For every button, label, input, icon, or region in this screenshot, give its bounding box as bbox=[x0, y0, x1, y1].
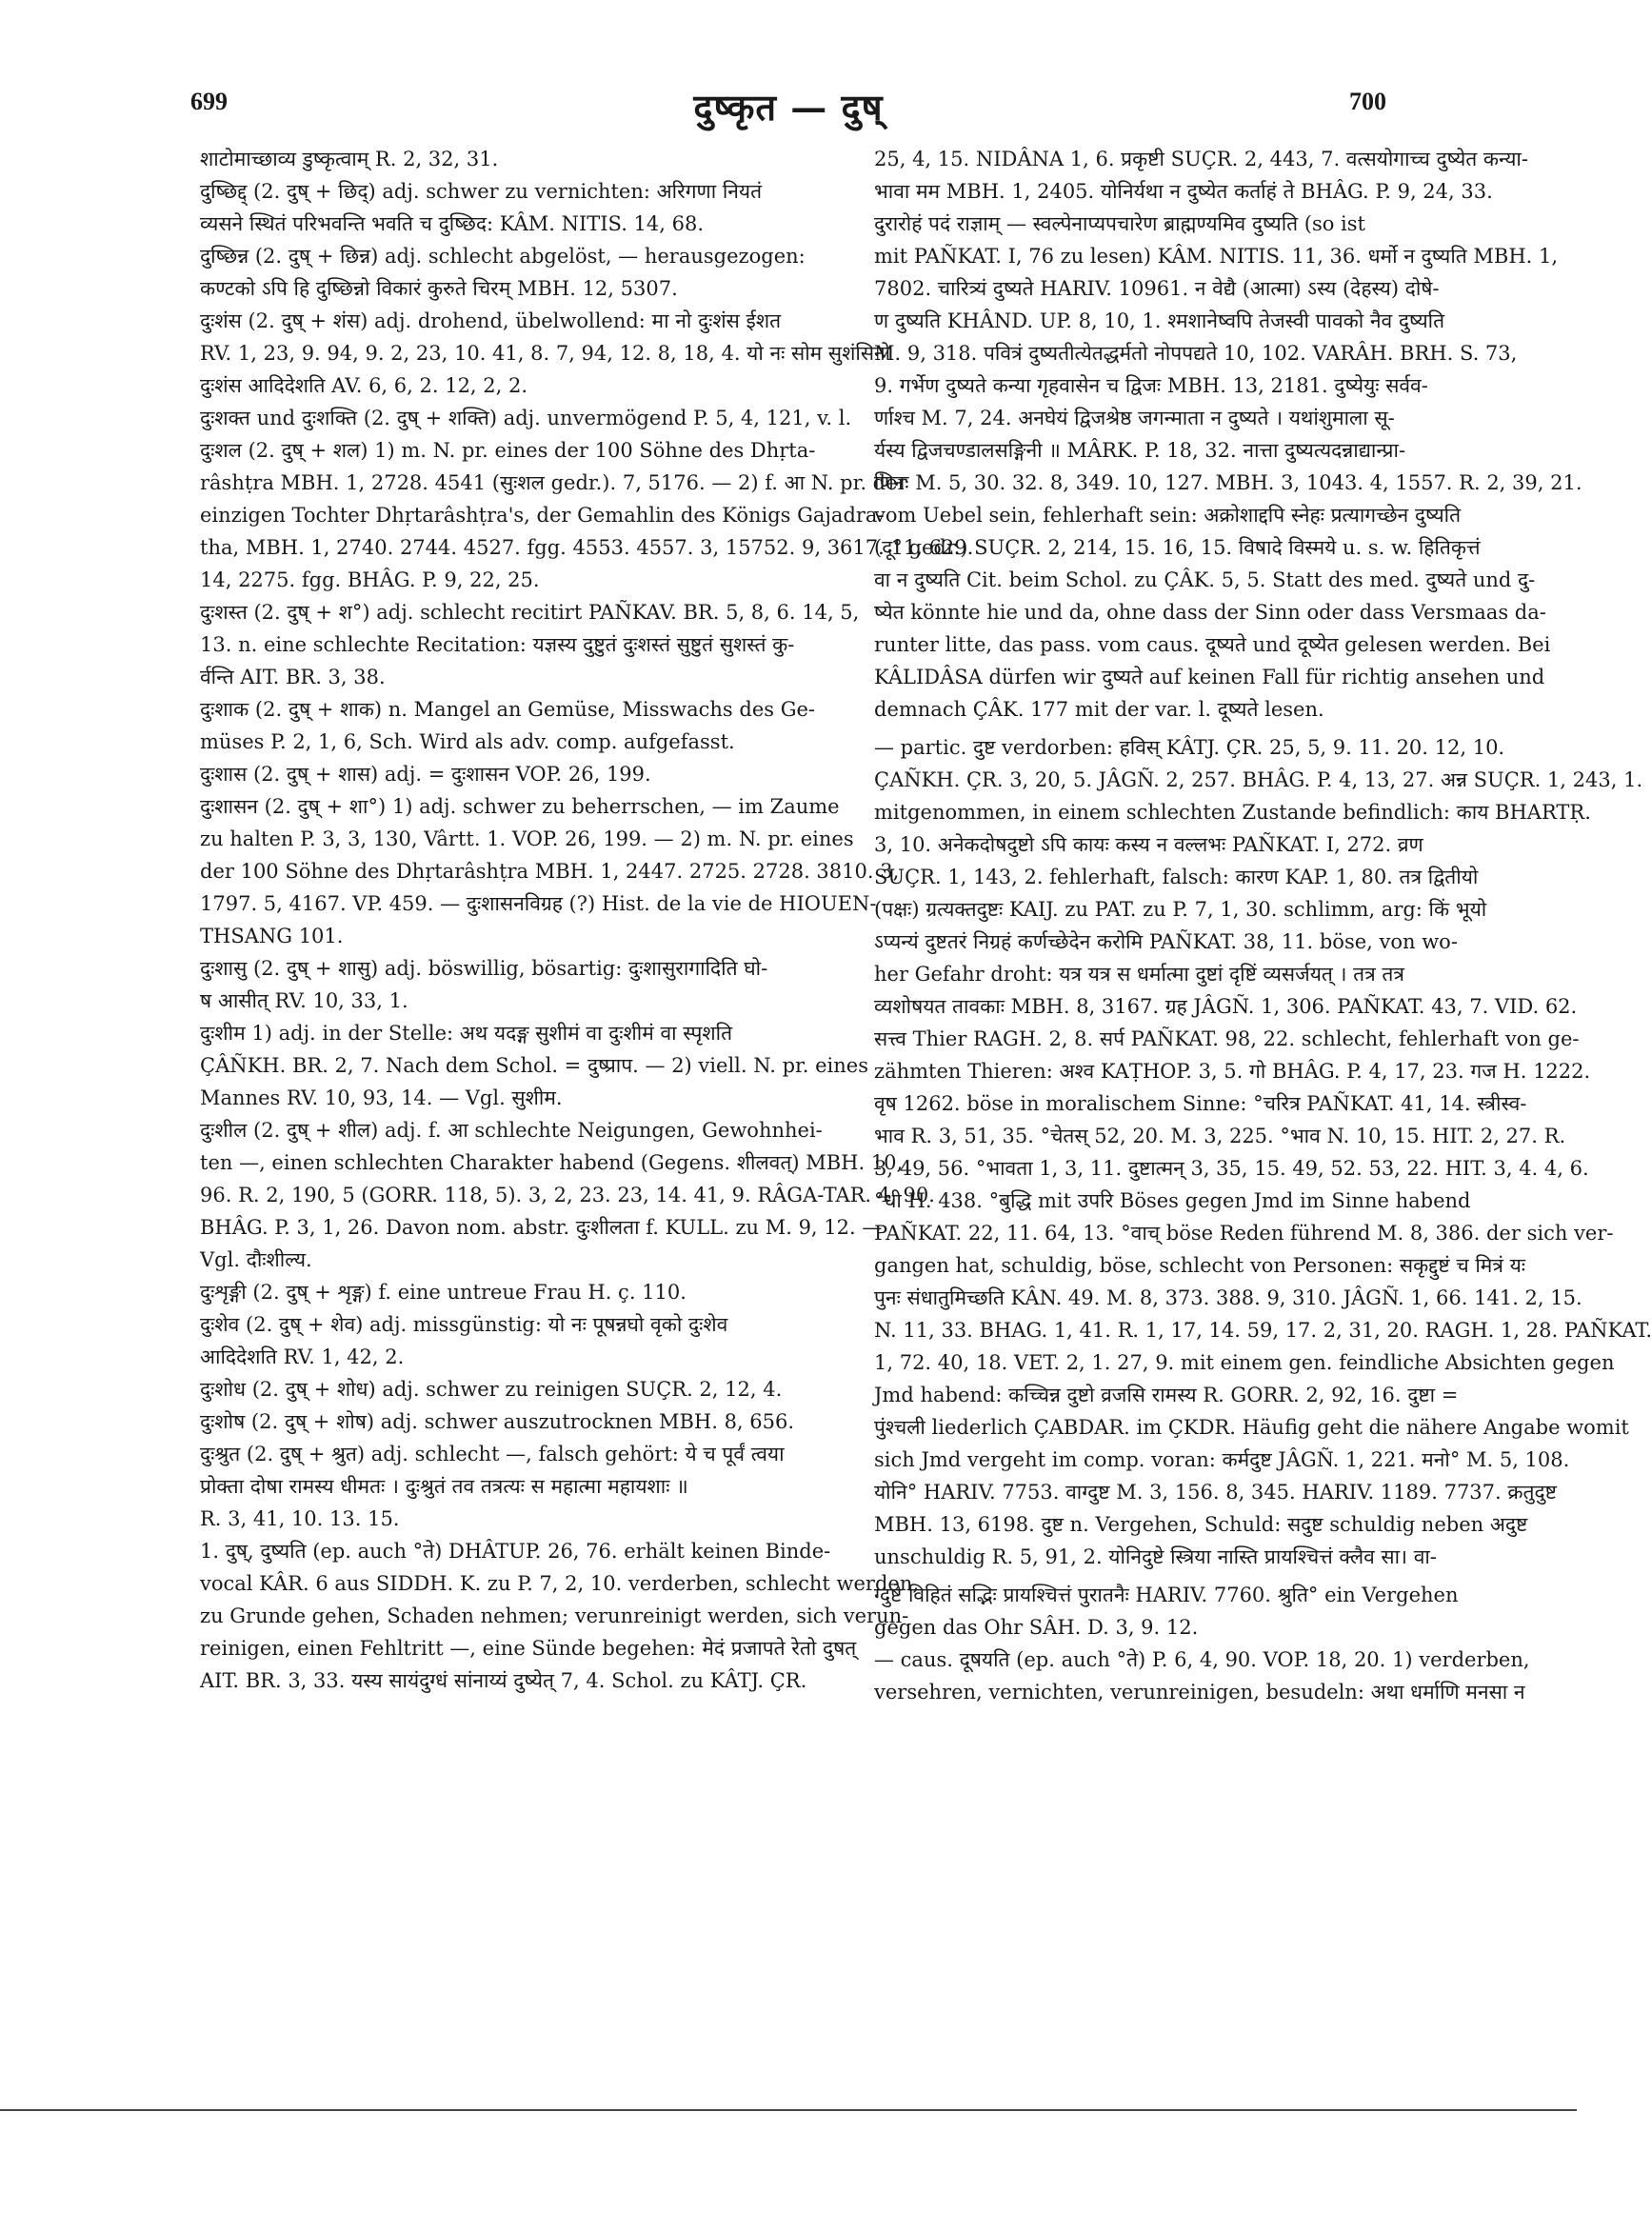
page-header bbox=[190, 88, 1386, 131]
text-line: दुःशल (2. दुष् + शल) 1) m. N. pr. eines der 100 Söhne des Dhṛta- bbox=[200, 439, 816, 462]
text-line: her Gefahr droht: यत्र यत्र स धर्मात्मा दुष्टां दृष्टिं व्यसर्जयत् । तत्र तत्र bbox=[874, 963, 1404, 986]
text-line: versehren, vernichten, verunreinigen, besudeln: अथा धर्माणि मनसा न bbox=[874, 1681, 1525, 1704]
text-line: वृष 1262. böse in moralischem Sinne: °चरित्र PAÑKAT. 41, 14. स्त्रीस्व- bbox=[874, 1092, 1527, 1115]
text-line: कण्टको ऽपि हि दुष्छिन्नो विकारं कुरुते चिरम् MBH. 12, 5307. bbox=[200, 277, 678, 300]
text-line: BHÂG. P. 3, 1, 26. Davon nom. abstr. दुःशीलता f. KULL. zu M. 9, 12. — bbox=[200, 1216, 883, 1239]
text-line: gegen das Ohr SÂH. D. 3, 9. 12. bbox=[874, 1616, 1199, 1639]
text-line: 3, 49, 56. °भावता 1, 3, 11. दुष्टात्मन् 3, 35, 15. 49, 52. 53, 22. HIT. 3, 4. 4, 6. bbox=[874, 1157, 1589, 1180]
right-column bbox=[874, 143, 1652, 1708]
text-line: दुःशंस (2. दुष् + शंस) adj. drohend, übelwollend: मा नो दुःशंस ईशत bbox=[200, 309, 782, 332]
text-line: र्णाश्च M. 7, 24. अनघेयं द्विजश्रेष्ठ जगन्माता न दुष्यते । यथांशुमाला सू- bbox=[874, 407, 1395, 429]
text-line: ten —, einen schlechten Charakter habend (Gegens. शीलवत्) MBH. 10, bbox=[200, 1151, 904, 1174]
text-line: zu Grunde gehen, Schaden nehmen; verunreinigt werden, sich verun- bbox=[200, 1604, 909, 1627]
text-line: demnach ÇÂK. 177 mit der var. l. दूष्यते lesen. bbox=[874, 698, 1324, 721]
text-line: दुष्छिन्न (2. दुष् + छिन्न) adj. schlecht abgelöst, — herausgezogen: bbox=[200, 245, 806, 268]
text-line: दुःशासु (2. दुष् + शासु) adj. böswillig, bösartig: दुःशासुरागादिति घो- bbox=[200, 957, 768, 980]
left-column bbox=[200, 143, 974, 1697]
text-line: वा न दुष्यति Cit. beim Schol. zu ÇÂK. 5, 5. Statt des med. दुष्यते und दु- bbox=[874, 568, 1536, 591]
text-line: 25, 4, 15. NIDÂNA 1, 6. प्रकृष्टी SUÇR. 2, 443, 7. वत्सयोगाच्च दुष्येत कन्या- bbox=[874, 148, 1528, 170]
text-line: 1. दुष्, दुष्यति (ep. auch °ते) DHÂTUP. 26, 76. erhält keinen Binde- bbox=[200, 1540, 831, 1563]
text-line: व्यसने स्थितं परिभवन्ति भवति च दुष्छिद: KÂM. NITIS. 14, 68. bbox=[200, 212, 705, 235]
text-line: दुःशोध (2. दुष् + शोध) adj. schwer zu reinigen SUÇR. 2, 12, 4. bbox=[200, 1378, 783, 1401]
text-line: आदिदेशति RV. 1, 42, 2. bbox=[200, 1345, 405, 1368]
text-line: sich Jmd vergeht im comp. voran: कर्मदुष्ट JÂGÑ. 1, 221. मनो° M. 5, 108. bbox=[874, 1448, 1570, 1471]
text-line: vocal KÂR. 6 aus SIDDH. K. zu P. 7, 2, 10. verderben, schlecht werden, bbox=[200, 1572, 920, 1595]
text-line: भाव R. 3, 51, 35. °चेतस् 52, 20. M. 3, 225. °भाव N. 10, 15. HIT. 2, 27. R. bbox=[874, 1125, 1566, 1147]
text-line: दुःशासन (2. दुष् + शा°) 1) adj. schwer zu beherrschen, — im Zaume bbox=[200, 795, 840, 818]
text-line: 1797. 5, 4167. VP. 459. — दुःशासनविग्रह (?) Hist. de la vie de HIOUEN- bbox=[200, 892, 877, 915]
text-line: पुंश्चली liederlich ÇABDAR. im ÇKDR. Häufig geht die nähere Angabe womit bbox=[874, 1416, 1629, 1439]
text-line: THSANG 101. bbox=[200, 925, 344, 947]
text-line: runter litte, das pass. vom caus. दूष्यते und दूष्येत gelesen werden. Bei bbox=[874, 633, 1551, 656]
text-line: °धी H. 438. °बुद्धि mit उपरि Böses gegen Jmd im Sinne habend bbox=[874, 1189, 1471, 1212]
text-line: reinigen, einen Fehltritt —, eine Sünde begehen: मेदं प्रजापते रेतो दुषत् bbox=[200, 1637, 857, 1660]
text-line: RV. 1, 23, 9. 94, 9. 2, 23, 10. 41, 8. 7, 94, 12. 8, 18, 4. यो नः सोम सुशंसिनो bbox=[200, 342, 891, 365]
text-line: zähmten Thieren: अश्व KAṬHOP. 3, 5. गो BHÂG. P. 4, 17, 23. गज H. 1222. bbox=[874, 1060, 1591, 1083]
text-line: दुःशास (2. दुष् + शास) adj. = दुःशासन VOP. 26, 199. bbox=[200, 763, 651, 786]
text-line: (पक्षः) ग्रत्यक्तदुष्टः KAIJ. zu PAT. zu P. 7, 1, 30. schlimm, arg: किं भूयो bbox=[874, 898, 1487, 921]
text-line: gangen hat, schuldig, böse, schlecht von Personen: सकृद्दुष्टं च मित्रं यः bbox=[874, 1254, 1526, 1277]
bottom-rule bbox=[0, 2109, 1577, 2111]
text-line: दुःशेव (2. दुष् + शेव) adj. missgünstig: यो नः पूषन्नघो वृको दुःशेव bbox=[200, 1313, 728, 1336]
text-line: KÂLIDÂSA dürfen wir दुष्यते auf keinen Fall für richtig ansehen und bbox=[874, 666, 1545, 688]
text-line: दुःशीम 1) adj. in der Stelle: अथ यदङ्ग सुशीमं वा दुःशीमं वा स्पृशति bbox=[200, 1022, 733, 1045]
text-line: णिनः M. 5, 30. 32. 8, 349. 10, 127. MBH. 3, 1043. 4, 1557. R. 2, 39, 21. bbox=[874, 471, 1582, 494]
text-line: 3, 10. अनेकदोषदुष्टो ऽपि कायः कस्य न वल्लभः PAÑKAT. I, 272. व्रण bbox=[874, 833, 1423, 856]
text-line: 14, 2275. fgg. BHÂG. P. 9, 22, 25. bbox=[200, 568, 540, 591]
left-page-number: 699 bbox=[190, 88, 228, 115]
text-line: vom Uebel sein, fehlerhaft sein: अक्रोशाद्दपि स्नेहः प्रत्यागच्छेन दुष्यति bbox=[874, 504, 1462, 527]
text-line: 9. गर्भेण दुष्यते कन्या गृहवासेन च द्विजः MBH. 13, 2181. दुष्येयुः सर्वव- bbox=[874, 374, 1428, 397]
text-line: râshṭra MBH. 1, 2728. 4541 (सुःशल gedr.). 7, 5176. — 2) f. आ N. pr. der bbox=[200, 471, 907, 494]
text-line: सत्त्व Thier RAGH. 2, 8. सर्प PAÑKAT. 98, 22. schlecht, fehlerhaft von ge- bbox=[874, 1027, 1580, 1050]
text-line: Vgl. दौःशील्य. bbox=[200, 1248, 312, 1271]
text-line: ण दुष्यति KHÂND. UP. 8, 10, 1. श्मशानेष्वपि तेजस्वी पावको नैव दुष्यति bbox=[874, 309, 1445, 332]
text-line: AIT. BR. 3, 33. यस्य सायंदुग्धं सांनाय्यं दुष्येत् 7, 4. Schol. zu KÂTJ. ÇR. bbox=[200, 1669, 807, 1692]
text-line: योनि° HARIV. 7753. वाग्दुष्ट M. 3, 156. 8, 345. HARIV. 1189. 7737. क्रतुदुष्ट bbox=[874, 1481, 1557, 1504]
text-line: दुःशृङ्गी (2. दुष् + शृङ्ग) f. eine untreue Frau H. ç. 110. bbox=[200, 1281, 687, 1304]
right-page-number: 700 bbox=[1349, 88, 1386, 115]
text-line: प्रोक्ता दोषा रामस्य धीमतः । दुःश्रुतं तव तत्रत्यः स महात्मा महायशाः ॥ bbox=[200, 1475, 688, 1498]
text-line: ऽप्यन्यं दुष्टतरं निग्रहं कर्णच्छेदेन करोमि PAÑKAT. 38, 11. böse, von wo- bbox=[874, 930, 1458, 953]
text-line: र्वन्ति AIT. BR. 3, 38. bbox=[200, 666, 386, 688]
text-line: tha, MBH. 1, 2740. 2744. 4527. fgg. 4553. 4557. 3, 15752. 9, 3617. 11, 629. bbox=[200, 536, 974, 559]
text-line: unschuldig R. 5, 91, 2. योनिदुष्टे स्त्रिया नास्ति प्रायश्चित्तं क्लैव सा। वा- bbox=[874, 1545, 1437, 1568]
text-line: दुःशील (2. दुष् + शील) adj. f. आ schlechte Neigungen, Gewohnhei- bbox=[200, 1119, 823, 1142]
text-line: — partic. दुष्ट verdorben: हविस् KÂTJ. ÇR. 25, 5, 9. 11. 20. 12, 10. bbox=[874, 736, 1505, 759]
text-line: 7802. चारित्र्यं दुष्यते HARIV. 10961. न वेद्यै (आत्मा) ऽस्य (देहस्य) दोषे- bbox=[874, 277, 1440, 300]
text-line: 13. n. eine schlechte Recitation: यज्ञस्य दुष्टुतं दुःशस्तं सुष्टुतं सुशस्तं कु- bbox=[200, 633, 795, 656]
text-line: दुःश्रुत (2. दुष् + श्रुत) adj. schlecht —, falsch gehört: ये च पूर्वं त्वया bbox=[200, 1443, 785, 1465]
text-line: R. 3, 41, 10. 13. 15. bbox=[200, 1507, 400, 1530]
text-line: दुःशोष (2. दुष् + शोष) adj. schwer auszutrocknen MBH. 8, 656. bbox=[200, 1410, 795, 1433]
text-line: — caus. दूषयति (ep. auch °ते) P. 6, 4, 90. VOP. 18, 20. 1) verderben, bbox=[874, 1648, 1530, 1671]
text-line: der 100 Söhne des Dhṛtarâshṭra MBH. 1, 2447. 2725. 2728. 3810. 3, bbox=[200, 860, 900, 883]
text-line: दुःशाक (2. दुष् + शाक) n. Mangel an Gemüse, Misswachs des Ge- bbox=[200, 698, 815, 721]
text-line: दुष्छिद्द् (2. दुष् + छिद्) adj. schwer zu vernichten: अरिगणा नियतं bbox=[200, 180, 763, 203]
text-line: दुःशस्त (2. दुष् + श°) adj. schlecht recitirt PAÑKAV. BR. 5, 8, 6. 14, 5, bbox=[200, 601, 860, 624]
text-line: 96. R. 2, 190, 5 (GORR. 118, 5). 3, 2, 23. 23, 14. 41, 9. RÂGA-TAR. 4, 90. bbox=[200, 1184, 935, 1206]
text-line: zu halten P. 3, 3, 130, Vârtt. 1. VOP. 26, 199. — 2) m. N. pr. eines bbox=[200, 827, 854, 850]
running-head: दुष्कृत — दुष् bbox=[693, 86, 884, 129]
text-line: mit PAÑKAT. I, 76 zu lesen) KÂM. NITIS. 11, 36. धर्मो न दुष्यति MBH. 1, bbox=[874, 245, 1559, 268]
text-line: भावा मम MBH. 1, 2405. योनिर्यथा न दुष्येत कर्ताहं ते BHÂG. P. 9, 24, 33. bbox=[874, 180, 1493, 203]
text-line: einzigen Tochter Dhṛtarâshṭra's, der Gemahlin des Königs Gajadra- bbox=[200, 504, 885, 527]
text-line: ष आसीत् RV. 10, 33, 1. bbox=[200, 989, 408, 1012]
text-line: ÇÂÑKH. BR. 2, 7. Nach dem Schol. = दुष्प्राप. — 2) viell. N. pr. eines bbox=[200, 1054, 869, 1077]
text-line: MBH. 13, 6198. दुष्ट n. Vergehen, Schuld: सदुष्ट schuldig neben अदुष्ट bbox=[874, 1513, 1528, 1536]
text-line: ÇAÑKH. ÇR. 3, 20, 5. JÂGÑ. 2, 257. BHÂG. P. 4, 13, 27. अन्न SUÇR. 1, 243, 1. bbox=[874, 768, 1643, 791]
text-line: Jmd habend: कच्चिन्न दुष्टो व्रजसि रामस्य R. GORR. 2, 92, 16. दुष्टा = bbox=[874, 1384, 1459, 1406]
text-line: पुनः संधातुमिच्छति KÂN. 49. M. 8, 373. 388. 9, 310. JÂGÑ. 1, 66. 141. 2, 15. bbox=[874, 1286, 1582, 1309]
text-line: PAÑKAT. 22, 11. 64, 13. °वाच् böse Reden führend M. 8, 386. der sich ver- bbox=[874, 1222, 1614, 1245]
text-line: दुःशंस आदिदेशति AV. 6, 6, 2. 12, 2, 2. bbox=[200, 374, 528, 397]
text-line: M. 9, 318. पवित्रं दुष्यतीत्येतद्धर्मतो नोपपद्यते 10, 102. VARÂH. BRH. S. 73, bbox=[874, 342, 1518, 365]
text-line: Mannes RV. 10, 93, 14. — Vgl. सुशीम. bbox=[200, 1086, 563, 1109]
text-line: ग्दुष्टे विहितं सद्भिः प्रायश्चित्तं पुरातनैः HARIV. 7760. श्रुति° ein Vergehen bbox=[874, 1584, 1459, 1606]
text-line: व्यशोषयत तावकाः MBH. 8, 3167. ग्रह JÂGÑ. 1, 306. PAÑKAT. 43, 7. VID. 62. bbox=[874, 995, 1578, 1018]
text-line: müses P. 2, 1, 6, Sch. Wird als adv. comp. aufgefasst. bbox=[200, 730, 735, 753]
text-line: (दू° gedr.) SUÇR. 2, 214, 15. 16, 15. विषादे विस्मये u. s. w. हितिकृत्तं bbox=[874, 536, 1481, 559]
text-line: ष्येत könnte hie und da, ohne dass der Sinn oder dass Versmaas da- bbox=[874, 601, 1546, 624]
text-line: दुःशक्त und दुःशक्ति (2. दुष् + शक्ति) adj. unvermögend P. 5, 4, 121, v. l. bbox=[200, 407, 852, 429]
text-line: mitgenommen, in einem schlechten Zustande befindlich: काय BHARTṚ. bbox=[874, 801, 1591, 824]
text-line: दुरारोहं पदं राज्ञाम् — स्वल्पेनाप्यपचारेण ब्राह्मण्यमिव दुष्यति (so ist bbox=[874, 212, 1365, 235]
text-line: N. 11, 33. BHAG. 1, 41. R. 1, 17, 14. 59, 17. 2, 31, 20. RAGH. 1, 28. PAÑKAT. bbox=[874, 1319, 1652, 1342]
text-line: शाटोमाच्छाव्य डुष्कृत्वाम् R. 2, 32, 31. bbox=[200, 148, 499, 170]
text-line: र्यस्य द्विजचण्डालसङ्गिनी ॥ MÂRK. P. 18, 32. नात्ता दुष्यत्यदन्नाद्यान्प्रा- bbox=[874, 439, 1406, 462]
text-line: SUÇR. 1, 143, 2. fehlerhaft, falsch: कारण KAP. 1, 80. तत्र द्वितीयो bbox=[874, 866, 1479, 888]
text-line: 1, 72. 40, 18. VET. 2, 1. 27, 9. mit einem gen. feindliche Absichten gegen bbox=[874, 1351, 1615, 1374]
